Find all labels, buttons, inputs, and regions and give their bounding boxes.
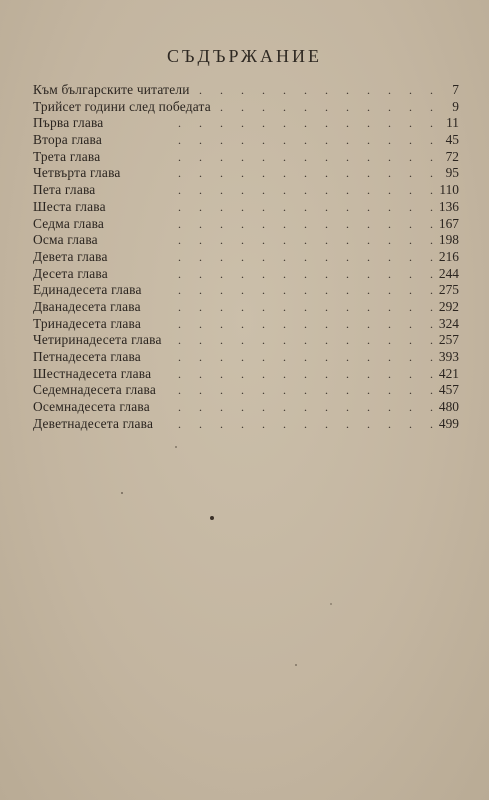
- toc-entry-page: 499: [438, 415, 459, 431]
- toc-entry: [33, 249, 459, 266]
- dot-leader: [194, 82, 433, 99]
- toc-entry-page: 7: [452, 82, 459, 97]
- dot-leader: [154, 399, 433, 416]
- toc-entry-page: 292: [438, 298, 459, 314]
- toc-entry-title: Втора глава: [33, 132, 103, 148]
- toc-entry: [33, 332, 459, 349]
- dot-leader: [112, 266, 433, 283]
- toc-entry-title: Трета глава: [33, 148, 101, 164]
- paper-speck: [121, 492, 123, 494]
- toc-entry: [33, 232, 459, 249]
- paper-speck: [210, 516, 214, 520]
- table-of-contents: [33, 82, 459, 432]
- toc-entry-page: 421: [438, 365, 459, 381]
- dot-leader: [125, 165, 433, 182]
- dot-leader: [104, 149, 433, 166]
- toc-entry-title: Седма глава: [33, 215, 105, 231]
- toc-entry-title: Към българските читатели: [33, 82, 190, 97]
- toc-entry: [33, 349, 459, 366]
- toc-entry-title: Дванадесета глава: [33, 298, 141, 314]
- toc-entry: [33, 416, 459, 433]
- toc-entry-title: Осма глава: [33, 232, 98, 248]
- dot-leader: [157, 416, 433, 433]
- toc-entry-page: 216: [438, 248, 459, 264]
- toc-entry-page: 457: [438, 382, 459, 398]
- toc-entry-title: Шестнадесета глава: [33, 365, 152, 381]
- dot-leader: [145, 349, 433, 366]
- dot-leader: [215, 99, 433, 116]
- dot-leader: [112, 249, 433, 266]
- toc-entry-page: 136: [438, 198, 459, 214]
- toc-entry-title: Първа глава: [33, 115, 104, 131]
- toc-entry-title: Четвърта глава: [33, 165, 121, 181]
- dot-leader: [160, 382, 433, 399]
- toc-entry: [33, 366, 459, 383]
- toc-entry-title: Осемнадесета глава: [33, 399, 150, 415]
- toc-entry-page: 480: [438, 399, 459, 415]
- toc-entry: [33, 282, 459, 299]
- toc-entry: [33, 266, 459, 283]
- toc-entry-page: 110: [439, 182, 459, 198]
- toc-entry-page: 11: [446, 115, 459, 131]
- toc-entry-page: 257: [438, 332, 459, 348]
- paper-speck: [175, 446, 177, 448]
- toc-entry-title: Пета глава: [33, 182, 96, 198]
- toc-entry: [33, 99, 459, 116]
- toc-entry-page: 72: [445, 148, 459, 164]
- toc-entry-page: 393: [438, 349, 459, 364]
- toc-entry-page: 9: [452, 98, 459, 114]
- dot-leader: [102, 232, 433, 249]
- toc-entry: [33, 299, 459, 316]
- toc-entry: [33, 316, 459, 333]
- dot-leader: [166, 332, 433, 349]
- dot-leader: [145, 299, 433, 316]
- paper-speck: [295, 664, 297, 666]
- toc-entry-title: Седемнадесета глава: [33, 382, 156, 398]
- dot-leader: [108, 216, 433, 233]
- toc-entry-page: 244: [438, 265, 459, 281]
- toc-entry: [33, 399, 459, 416]
- toc-entry: [33, 199, 459, 216]
- toc-entry-title: Девета глава: [33, 248, 108, 264]
- toc-entry: [33, 132, 459, 149]
- dot-leader: [110, 199, 433, 216]
- dot-leader: [146, 282, 433, 299]
- dot-leader: [107, 115, 433, 132]
- toc-entry-title: Деветнадесета глава: [33, 415, 154, 431]
- toc-entry: [33, 182, 459, 199]
- toc-entry-title: Петнадесета глава: [33, 349, 141, 364]
- toc-entry-page: 167: [438, 215, 459, 231]
- toc-entry-title: Четиринадесета глава: [33, 332, 162, 348]
- toc-entry-page: 95: [445, 165, 459, 181]
- toc-entry-page: 275: [438, 282, 459, 298]
- toc-entry: [33, 149, 459, 166]
- toc-entry: [33, 115, 459, 132]
- toc-entry-page: 45: [445, 132, 459, 148]
- paper-speck: [330, 603, 332, 605]
- toc-entry: [33, 216, 459, 233]
- toc-entry-title: Десета глава: [33, 265, 108, 281]
- dot-leader: [155, 366, 433, 383]
- toc-entry-title: Шеста глава: [33, 198, 106, 214]
- page-title: СЪДЪРЖАНИЕ: [167, 46, 322, 66]
- toc-entry: [33, 382, 459, 399]
- toc-entry-title: Тринадесета глава: [33, 315, 142, 331]
- toc-entry-title: Единадесета глава: [33, 282, 142, 298]
- toc-entry: [33, 82, 459, 99]
- dot-leader: [99, 182, 433, 199]
- toc-entry-title: Трийсет години след победата: [33, 98, 211, 114]
- toc-entry-page: 198: [438, 232, 459, 248]
- dot-leader: [145, 316, 433, 333]
- toc-entry: [33, 165, 459, 182]
- dot-leader: [106, 132, 433, 149]
- toc-entry-page: 324: [438, 315, 459, 331]
